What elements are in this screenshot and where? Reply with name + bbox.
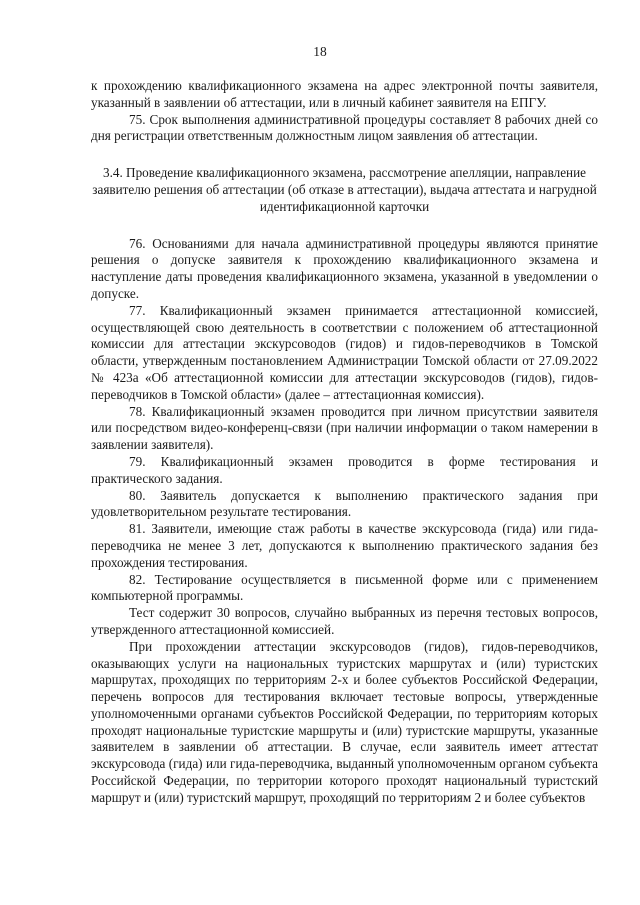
- paragraph-78: 78. Квалификационный экзамен проводится при личном присутствии заявителя или посредством видео-конференц-связи (при наличии информации о таком намерении в заявлении заявителя).: [91, 403, 598, 453]
- paragraph-76: 76. Основаниями для начала административной процедуры являются принятие решения о допуске заявителя к прохождению квалификационного экзамена и наступление даты проведения квалификационного экзамена, указанной в уведомлении о допуске.: [91, 235, 598, 301]
- paragraph-81: 81. Заявители, имеющие стаж работы в качестве экскурсовода (гида) или гида-переводчика не менее 3 лет, допускаются к выполнению практического задания без прохождения тестирования.: [91, 521, 598, 570]
- section-heading: 3.4. Проведение квалификационного экзамена, рассмотрение апелляции, направление заявителю решения об аттестации (об отказе в аттестации), выдача аттестата и нагрудной идентификационной карточки: [92, 165, 597, 214]
- paragraph-80: 80. Заявитель допускается к выполнению практического задания при удовлетворительном результате тестирования.: [91, 487, 598, 520]
- paragraph-77: 77. Квалификационный экзамен принимается аттестационной комиссией, осуществляющей свою деятельность в соответствии с положением об аттестационной комиссии для аттестации экскурсоводов (гидов) и гидов-переводчиков в Томской области, утвержденным постановлением Администрации Томской области от 27.09.2022 № 423а «Об аттестационной комиссии для аттестации экскурсоводов (гидов), гидов-переводчиков в Томской области» (далее – аттестационная комиссия).: [91, 302, 598, 402]
- paragraph-82: 82. Тестирование осуществляется в письменной форме или с применением компьютерной программы.: [91, 571, 598, 604]
- paragraph-75: 75. Срок выполнения административной процедуры составляет 8 рабочих дней со дня регистрации ответственным должностным лицом заявления об аттестации.: [91, 111, 598, 144]
- paragraph-continuation: к прохождению квалификационного экзамена на адрес электронной почты заявителя, указанный в заявлении об аттестации, или в личный кабинет заявителя на ЕПГУ.: [91, 78, 598, 110]
- page-number: 18: [313, 44, 327, 59]
- paragraph-79: 79. Квалификационный экзамен проводится в форме тестирования и практического задания.: [91, 453, 598, 486]
- document-body: [91, 78, 598, 807]
- paragraph-multi-region: При прохождении аттестации экскурсоводов (гидов), гидов-переводчиков, оказывающих услуги на национальных туристских маршрутах и (или) туристских маршрутах, проходящих по территориям 2-х и более субъектов Российской Федерации, перечень вопросов для тестирования включает тестовые вопросы, утвержденные уполномоченными органами субъектов Российской Федерации, по территориям которых проходят национальные туристские маршруты и (или) туристские маршруты, указанные заявителем в заявлении об аттестации. В случае, если заявитель имеет аттестат экскурсовода (гида) или гида-переводчика, выданный уполномоченным органом субъекта Российской Федерации, по территории которого проходят национальный туристский маршрут и (или) туристский маршрут, проходящий по территориям 2 и более субъектов: [91, 638, 598, 805]
- paragraph-test-contents: Тест содержит 30 вопросов, случайно выбранных из перечня тестовых вопросов, утвержденного аттестационной комиссией.: [91, 605, 598, 637]
